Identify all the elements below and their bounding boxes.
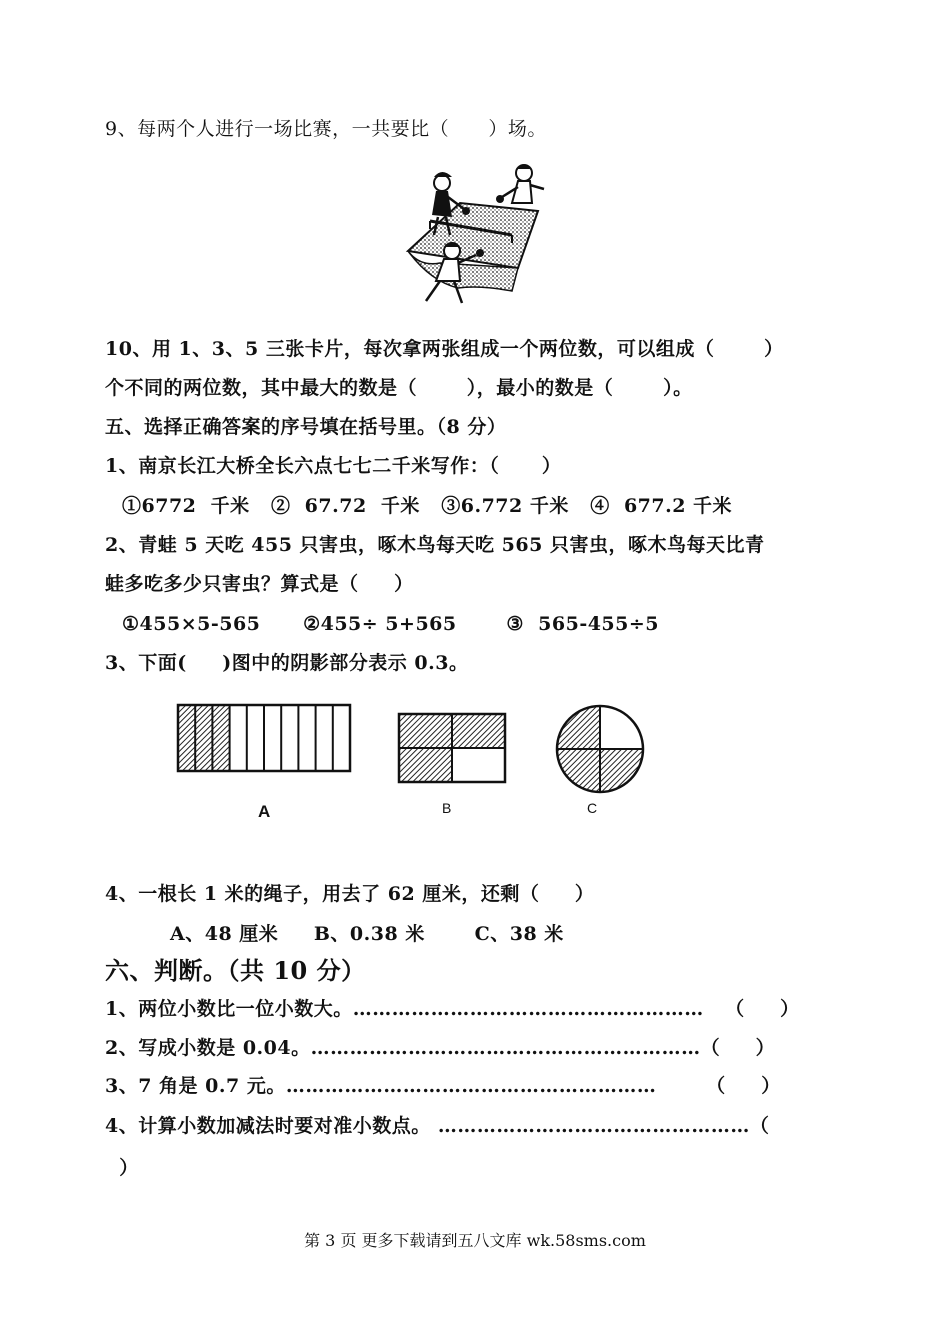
s5-q3-stem: 3、下面( )图中的阴影部分表示 0.3。 xyxy=(105,652,469,674)
figure-c-label: C xyxy=(587,800,598,816)
question-10-line-1: 10、用 1、3、5 三张卡片，每次拿两张组成一个两位数，可以组成（ ） xyxy=(105,338,784,360)
figure-a-strips xyxy=(176,703,352,773)
figure-b-label: B xyxy=(442,800,452,816)
s5-q2-line-2: 蛙多吃多少只害虫？算式是（ ） xyxy=(105,573,414,595)
section-6-title: 六、判断。（共 10 分） xyxy=(105,956,366,985)
s5-q4-options: A、48 厘米 B、0.38 米 C、38 米 xyxy=(170,923,564,945)
figure-c-circle xyxy=(554,703,646,795)
s6-item-1: 1、两位小数比一位小数大。……………………………………………… （ ） xyxy=(105,998,800,1020)
ping-pong-illustration xyxy=(400,163,550,308)
page-footer: 第 3 页 更多下载请到五八文库 wk.58sms.com xyxy=(304,1231,646,1250)
section-5-title: 五、选择正确答案的序号填在括号里。（8 分） xyxy=(105,416,507,438)
s5-q4-stem: 4、一根长 1 米的绳子，用去了 62 厘米，还剩（ ） xyxy=(105,883,595,905)
s5-q2-line-1: 2、青蛙 5 天吃 455 只害虫，啄木鸟每天吃 565 只害虫，啄木鸟每天比青 xyxy=(105,534,765,556)
s5-q1-options: ①6772 千米 ② 67.72 千米 ③6.772 千米 ④ 677.2 千米 xyxy=(122,495,733,517)
s6-item-2: 2、写成小数是 0.04。……………………………………………………（ ） xyxy=(105,1037,776,1059)
s6-item-4: 4、计算小数加减法时要对准小数点。 …………………………………………（ xyxy=(105,1115,770,1137)
s6-item-3: 3、7 角是 0.7 元。………………………………………………… （ ） xyxy=(105,1075,781,1097)
question-9: 9、每两个人进行一场比赛，一共要比（ ）场。 xyxy=(105,118,547,140)
question-10-line-2: 个不同的两位数，其中最大的数是（ ），最小的数是（ ）。 xyxy=(105,377,693,399)
figure-b-grid xyxy=(397,712,507,784)
s5-q1-stem: 1、南京长江大桥全长六点七七二千米写作：（ ） xyxy=(105,455,562,477)
s6-item-4-continued: ） xyxy=(105,1157,139,1179)
figure-a-label: A xyxy=(258,802,271,821)
s5-q2-options: ①455×5-565 ②455÷ 5+565 ③ 565-455÷5 xyxy=(122,613,660,635)
